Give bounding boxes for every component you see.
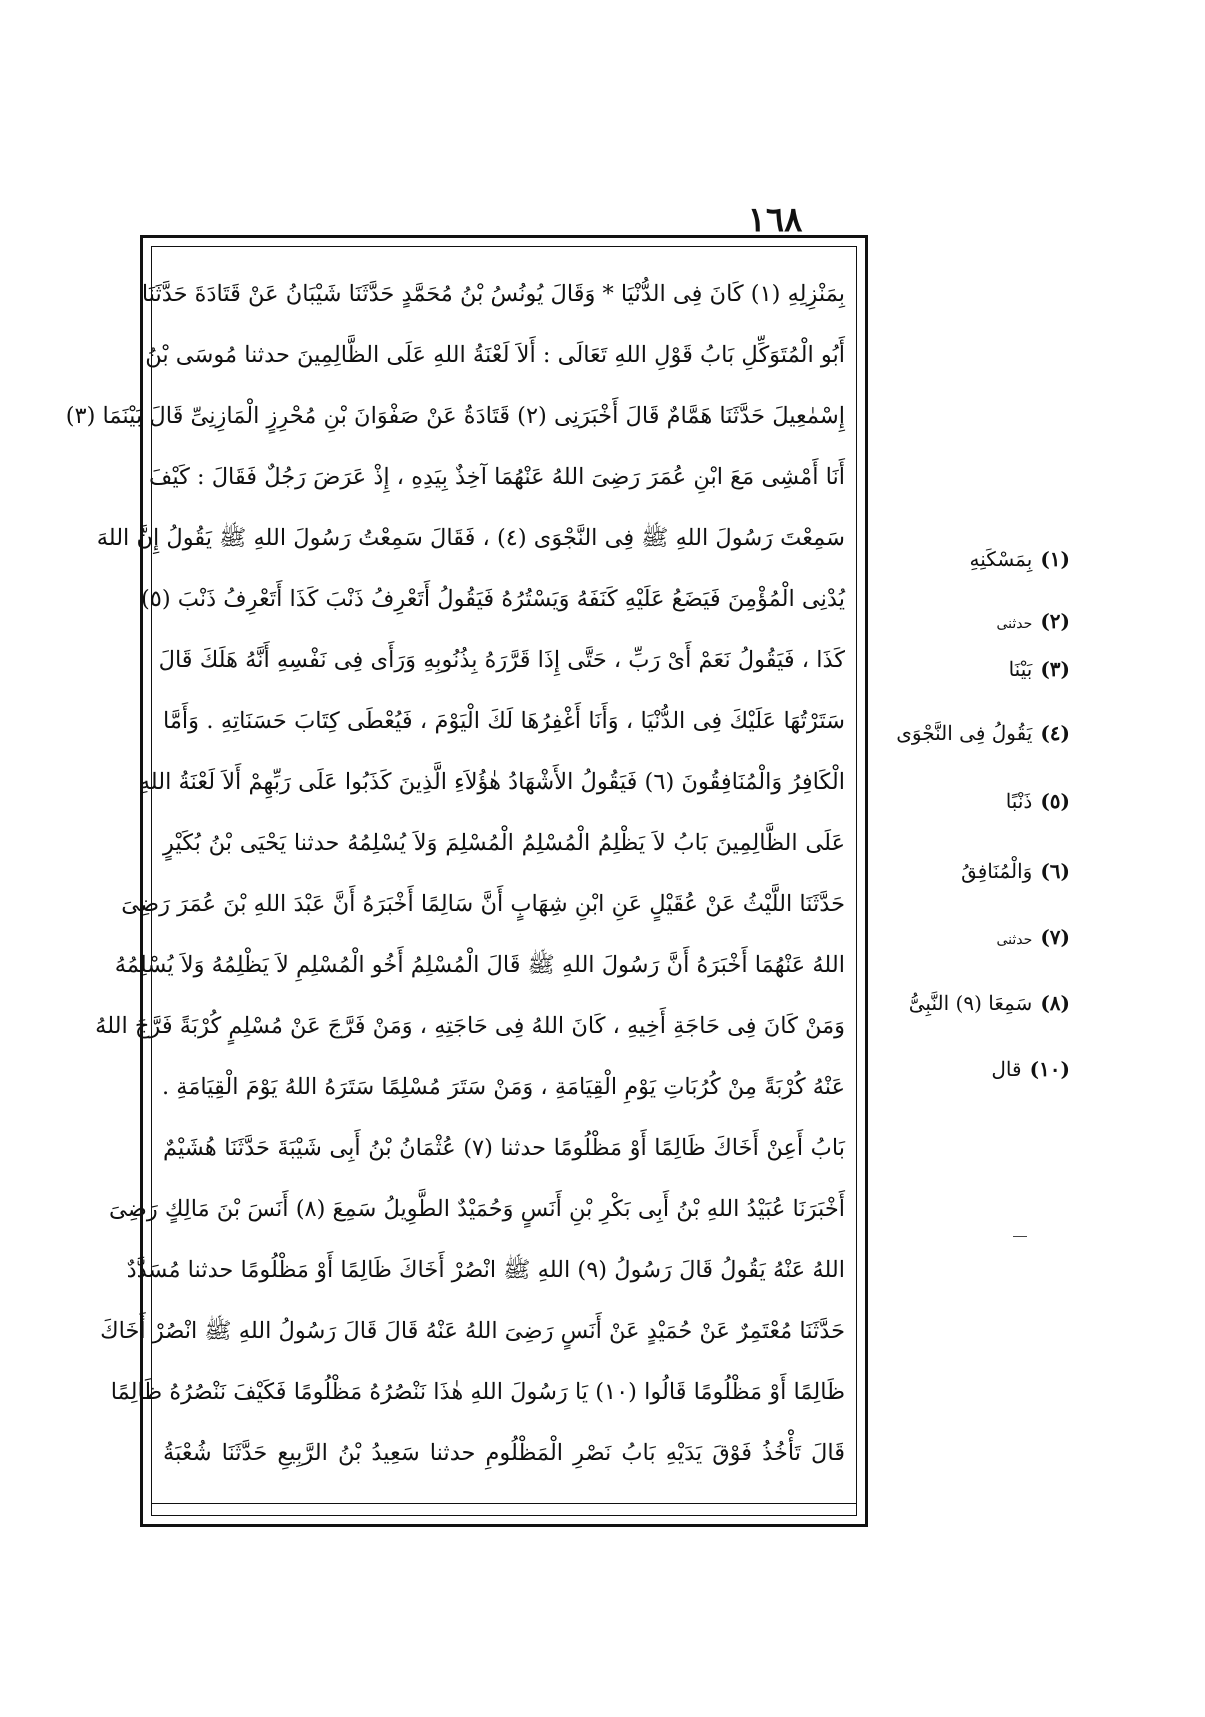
text-line-14: عَنْهُ كُرْبَةً مِنْ كُرُبَاتِ يَوْمِ الْقِيَامَةِ ، وَمَنْ سَتَرَ مُسْلِمًا سَتَرَهُ اللهُ يَوْمَ الْقِيَامَةِ . [161,1074,845,1100]
margin-note-7 [870,923,1070,954]
margin-note-text: بَيْنَا [1008,657,1033,681]
page-number: ١٦٨ [747,200,803,240]
text-line-7: كَذَا ، فَيَقُولُ نَعَمْ أَىْ رَبِّ ، حَتَّى إِذَا قَرَّرَهُ بِذُنُوبِهِ وَرَأَى فِى نَفْسِهِ أَنَّهُ هَلَكَ قَالَ [158,647,845,673]
margin-note-text: حدثنى [996,932,1033,948]
margin-note-text: وَالْمُنَافِقُ [961,859,1033,883]
margin-note-2 [870,607,1070,638]
text-line-18: حَدَّثَنَا مُعْتَمِرٌ عَنْ حُمَيْدٍ عَنْ أَنَسٍ رَضِىَ اللهُ عَنْهُ قَالَ قَالَ رَسُولُ اللهِ ﷺ انْصُرْ أَخَاكَ [100,1318,845,1344]
margin-note-number: (٥) [1040,789,1070,813]
margin-note-number: (٧) [1040,925,1070,949]
text-line-1: بِمَنْزِلِهِ (١) كَانَ فِى الدُّنْيَا * وَقَالَ يُونُسُ بْنُ مُحَمَّدٍ حَدَّثَنَا شَيْبَانُ عَنْ قَتَادَةَ حَدَّثَنَا [141,281,845,307]
stray-pen-mark [1013,1236,1027,1237]
margin-note-number: (٨) [1040,991,1070,1015]
margin-note-6 [870,857,1070,885]
margin-note-text: حدثنى [996,616,1033,632]
text-line-15: بَابُ أَعِنْ أَخَاكَ ظَالِمًا أَوْ مَظْلُومًا حدثنا (٧) عُثْمَانُ بْنُ أَبِى شَيْبَةَ حَدَّثَنَا هُشَيْمٌ [163,1135,845,1161]
margin-note-text: قال [991,1057,1022,1081]
margin-note-5 [870,787,1070,815]
margin-note-text: سَمِعَا (٩) النَّبِىُّ [908,991,1033,1015]
text-line-5: سَمِعْتَ رَسُولَ اللهِ ﷺ فِى النَّجْوَى (٤) ، فَقَالَ سَمِعْتُ رَسُولَ اللهِ ﷺ يَقُولُ إِنَّ اللهَ [96,525,845,551]
text-line-2: أَبُو الْمُتَوَكِّلِ بَابُ قَوْلِ اللهِ تَعَالَى : أَلاَ لَعْنَةُ اللهِ عَلَى الظَّالِمِينَ حدثنا مُوسَى بْنُ [145,342,845,368]
main-text-block [65,264,851,1484]
margin-note-text: ذَنْبًا [1005,789,1033,813]
text-line-6: يُدْنِى الْمُؤْمِنَ فَيَضَعُ عَلَيْهِ كَنَفَهُ وَيَسْتُرُهُ فَيَقُولُ أَتَعْرِفُ ذَنْبَ كَذَا أَتَعْرِفُ ذَنْبَ (٥) [140,586,845,612]
margin-note-8 [870,989,1070,1017]
margin-note-text: يَقُولُ فِى النَّجْوَى [896,721,1033,745]
text-line-17: اللهُ عَنْهُ يَقُولُ قَالَ رَسُولُ (٩) اللهِ ﷺ انْصُرْ أَخَاكَ ظَالِمًا أَوْ مَظْلُومًا حدثنا مُسَدَّدٌ [126,1257,845,1283]
text-line-11: حَدَّثَنَا اللَّيْثُ عَنْ عُقَيْلٍ عَنِ ابْنِ شِهَابٍ أَنَّ سَالِمًا أَخْبَرَهُ أَنَّ عَبْدَ اللهِ بْنَ عُمَرَ رَضِىَ [121,891,845,917]
margin-note-number: (٤) [1040,721,1070,745]
text-line-16: أَخْبَرَنَا عُبَيْدُ اللهِ بْنُ أَبِى بَكْرِ بْنِ أَنَسٍ وَحُمَيْدٌ الطَّوِيلُ سَمِعَ (٨) أَنَسَ بْنَ مَالِكٍ رَضِىَ [109,1196,845,1222]
text-line-20: قَالَ تَأْخُذُ فَوْقَ يَدَيْهِ بَابُ نَصْرِ الْمَظْلُومِ حدثنا سَعِيدُ بْنُ الرَّبِيعِ حَدَّثَنَا شُعْبَةُ [163,1440,845,1466]
text-line-4: أَنَا أَمْشِى مَعَ ابْنِ عُمَرَ رَضِىَ اللهُ عَنْهُمَا آخِذٌ بِيَدِهِ ، إِذْ عَرَضَ رَجُلٌ فَقَالَ : كَيْفَ [149,464,845,490]
margin-note-9 [870,1055,1070,1083]
text-frame [65,235,868,1527]
margin-note-4 [870,719,1070,747]
margin-note-1 [870,545,1070,573]
margin-note-number: (١) [1040,547,1070,571]
margin-note-number: (٢) [1040,609,1070,633]
text-line-3: إِسْمٰعِيلَ حَدَّثَنَا هَمَّامٌ قَالَ أَخْبَرَنِى (٢) قَتَادَةُ عَنْ صَفْوَانَ بْنِ مُحْرِزٍ الْمَازِنِىِّ قَالَ بَيْنَمَا (٣) [65,403,845,429]
text-line-12: اللهُ عَنْهُمَا أَخْبَرَهُ أَنَّ رَسُولَ اللهِ ﷺ قَالَ الْمُسْلِمُ أَخُو الْمُسْلِمِ لاَ يَظْلِمُهُ وَلاَ يُسْلِمُهُ [114,952,845,978]
frame-bottom-rule [151,1503,857,1504]
text-line-19: ظَالِمًا أَوْ مَظْلُومًا قَالُوا (١٠) يَا رَسُولَ اللهِ هٰذَا نَنْصُرُهُ مَظْلُومًا فَكَيْفَ نَنْصُرُهُ ظَالِمًا [110,1379,845,1405]
margin-note-number: (٦) [1040,859,1070,883]
margin-note-number: (١٠) [1029,1057,1070,1081]
text-line-8: سَتَرْتُهَا عَلَيْكَ فِى الدُّنْيَا ، وَأَنَا أَغْفِرُهَا لَكَ الْيَوْمَ ، فَيُعْطَى كِتَابَ حَسَنَاتِهِ . وَأَمَّا [163,708,845,734]
margin-note-3 [870,655,1070,683]
text-line-9: الْكَافِرُ وَالْمُنَافِقُونَ (٦) فَيَقُولُ الأَشْهَادُ هٰؤُلاَءِ الَّذِينَ كَذَبُوا عَلَى رَبِّهِمْ أَلاَ لَعْنَةُ اللهِ [138,769,845,795]
margin-note-text: بِمَسْكَنِهِ [969,547,1033,571]
margin-note-number: (٣) [1040,657,1070,681]
text-line-13: وَمَنْ كَانَ فِى حَاجَةِ أَخِيهِ ، كَانَ اللهُ فِى حَاجَتِهِ ، وَمَنْ فَرَّجَ عَنْ مُسْلِمٍ كُرْبَةً فَرَّجَ اللهُ [95,1013,845,1039]
text-line-10: عَلَى الظَّالِمِينَ بَابُ لاَ يَظْلِمُ الْمُسْلِمُ الْمُسْلِمَ وَلاَ يُسْلِمُهُ حدثنا يَحْيَى بْنُ بُكَيْرٍ [163,830,845,856]
